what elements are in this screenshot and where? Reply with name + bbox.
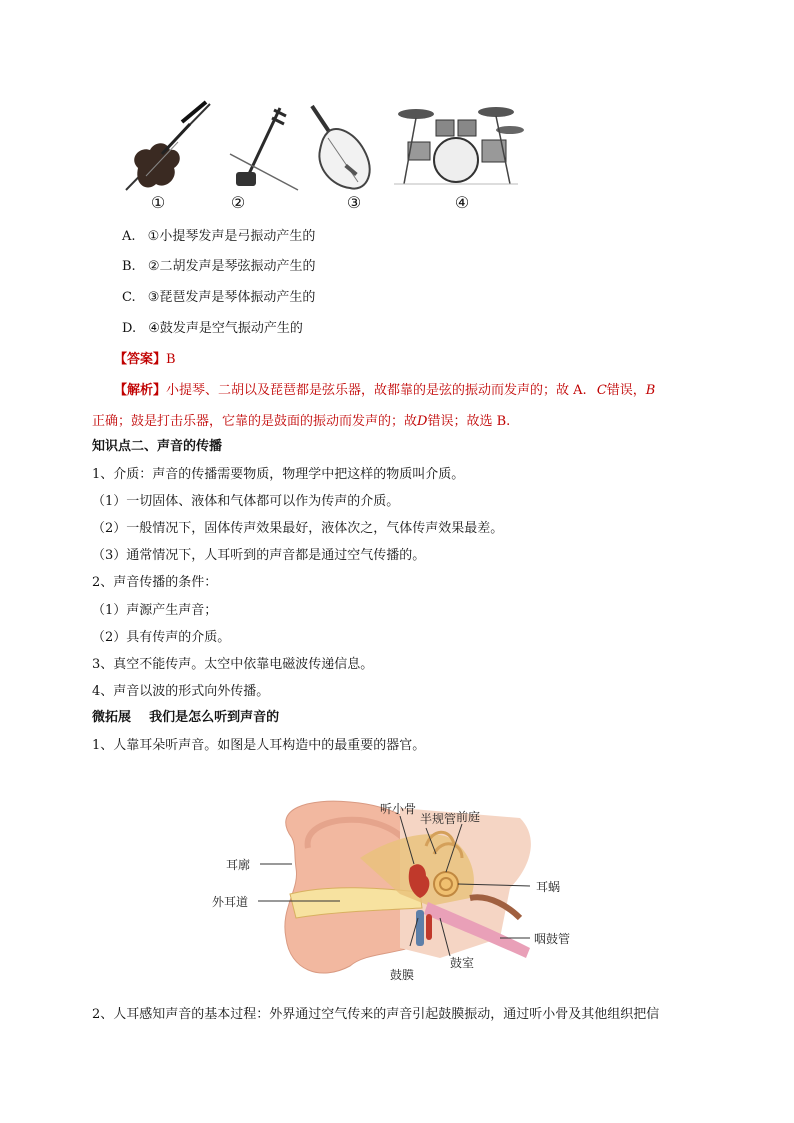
extension-title: 微拓展 我们是怎么听到声音的 <box>92 710 280 725</box>
section-line-3: （2）一般情况下，固体传声效果最好，液体次之，气体传声效果最差。 <box>92 521 504 536</box>
option-b-text: ②二胡发声是琴弦振动产生的 <box>147 259 316 274</box>
answer-line <box>114 351 176 369</box>
option-d-letter: D. <box>122 321 137 336</box>
section-line-2: （1）一切固体、液体和气体都可以作为传声的介质。 <box>92 494 400 509</box>
option-c <box>122 289 315 307</box>
violin-image <box>118 98 216 194</box>
ear-label-eustachian: 咽鼓管 <box>534 932 571 946</box>
ear-label-semicircular: 半规管 <box>420 812 457 826</box>
section-title: 知识点二、声音的传播 <box>92 439 223 454</box>
analysis-text-3: 正确；鼓是打击乐器，它靠的是鼓面的振动而发声的；故 <box>92 414 418 429</box>
erhu-image <box>228 104 300 194</box>
ear-label-cochlea: 耳蜗 <box>536 880 561 894</box>
answer-value: B <box>166 352 176 367</box>
section-line-6: （1）声源产生声音； <box>92 603 218 618</box>
analysis-text-2: 错误， <box>606 383 646 398</box>
option-d-text: ④鼓发声是空气振动产生的 <box>148 321 303 336</box>
option-a-text: ①小提琴发声是弓振动产生的 <box>147 229 316 244</box>
pipa-image <box>306 102 378 194</box>
section-line-9: 4、声音以波的形式向外传播。 <box>92 684 270 699</box>
analysis-tag: 【解析】 <box>114 383 167 398</box>
ear-label-eardrum: 鼓膜 <box>390 968 415 982</box>
instrument-label-4: ④ <box>454 193 470 212</box>
option-a-letter: A. <box>122 229 136 244</box>
instrument-label-2: ② <box>230 193 246 212</box>
instrument-label-1: ① <box>150 193 166 212</box>
section-line-1: 1、介质：声音的传播需要物质，物理学中把这样的物质叫介质。 <box>92 467 465 482</box>
ear-label-vestibule: 前庭 <box>456 810 481 824</box>
section-line-7: （2）具有传声的介质。 <box>92 630 231 645</box>
answer-tag: 【答案】 <box>114 352 167 367</box>
analysis-line-2 <box>92 413 510 431</box>
section-line-8: 3、真空不能传声。太空中依靠电磁波传递信息。 <box>92 657 374 672</box>
ear-label-auricle: 耳廓 <box>226 858 251 872</box>
option-b-letter: B. <box>122 259 136 274</box>
drum-kit-image <box>386 104 526 186</box>
analysis-option-c: C <box>596 383 607 398</box>
option-c-text: ③琵琶发声是琴体振动产生的 <box>147 290 316 305</box>
instrument-label-3: ③ <box>346 193 362 212</box>
ear-label-ossicles: 听小骨 <box>380 802 417 816</box>
analysis-text-4: 错误；故选 B. <box>427 414 511 429</box>
analysis-text-1: 小提琴、二胡以及琵琶都是弦乐器，故都靠的是弦的振动而发声的；故 A. <box>166 383 587 398</box>
extension-line-1: 1、人靠耳朵听声音。如图是人耳构造中的最重要的器官。 <box>92 738 426 753</box>
ear-label-canal: 外耳道 <box>212 895 249 909</box>
option-a <box>122 228 315 246</box>
analysis-option-b: B <box>645 383 656 398</box>
analysis-line-1 <box>114 382 655 400</box>
section-line-5: 2、声音传播的条件： <box>92 575 218 590</box>
ear-label-tympanic: 鼓室 <box>450 956 475 970</box>
ear-diagram <box>200 798 600 988</box>
extension-line-2: 2、人耳感知声音的基本过程：外界通过空气传来的声音引起鼓膜振动，通过听小骨及其他组织把信 <box>92 1007 660 1022</box>
analysis-option-d: D <box>417 414 428 429</box>
option-b <box>122 258 315 276</box>
section-line-4: （3）通常情况下，人耳听到的声音都是通过空气传播的。 <box>92 548 426 563</box>
option-c-letter: C. <box>122 290 136 305</box>
option-d <box>122 320 303 338</box>
